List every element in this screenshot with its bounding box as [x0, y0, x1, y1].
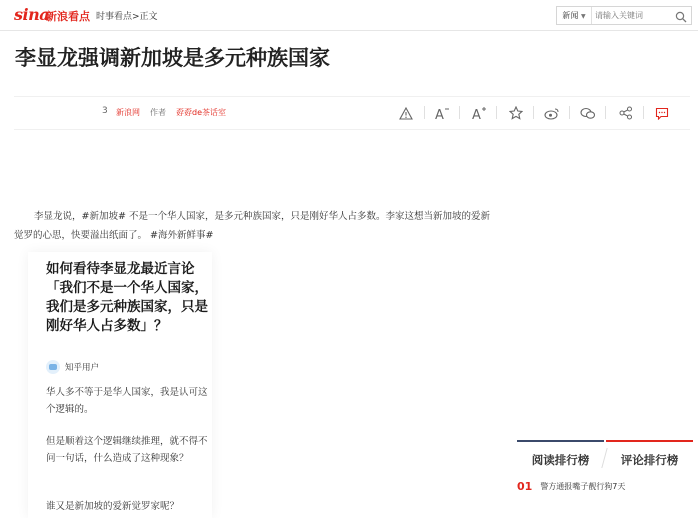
toolbar-divider	[533, 106, 534, 119]
zhihu-screenshot-image	[28, 252, 212, 518]
ranking-tabs	[517, 440, 693, 470]
article-title: 李显龙强调新加坡是多元种族国家	[15, 46, 330, 70]
toolbar-divider	[424, 106, 425, 119]
chevron-down-icon: ▼	[580, 13, 586, 20]
author-link[interactable]: 孬孬de茶话室	[176, 108, 226, 117]
weibo-icon[interactable]	[542, 103, 562, 123]
share-icon[interactable]	[616, 103, 636, 123]
author-label: 作者	[150, 108, 166, 117]
font-decrease-icon[interactable]	[432, 103, 452, 123]
toolbar-divider	[459, 106, 460, 119]
avatar	[46, 360, 60, 374]
favorite-icon[interactable]	[506, 103, 526, 123]
source-link[interactable]: 新浪网	[116, 108, 140, 117]
zhihu-question: 如何看待李显龙最近言论「我们不是一个华人国家，我们是多元种族国家，只是刚好华人占多数」？	[46, 261, 208, 334]
toolbar-divider	[605, 106, 606, 119]
ranking-title: 警方通报嘴子靓行狗7天	[540, 482, 626, 491]
zhihu-username: 知乎用户	[65, 363, 100, 373]
toolbar-divider	[643, 106, 644, 119]
article-paragraph: 李显龙说，#新加坡# 不是一个华人国家，是多元种族国家，只是刚好华人占多数。李家这想当新加坡的爱新觉罗的心思，快要溢出纸面了。 #海外新鲜事#	[14, 211, 490, 241]
search-category-label: 新闻	[562, 11, 579, 20]
breadcrumb[interactable]: 时事看点>正文	[96, 12, 158, 22]
tab-comment-ranking[interactable]: 评论排行榜	[606, 440, 693, 472]
search-input[interactable]	[595, 8, 673, 22]
sina-logo[interactable]: sina	[14, 5, 50, 24]
article-meta-bar	[14, 96, 690, 130]
sina-kandian-label[interactable]: 新浪看点	[46, 10, 90, 23]
toolbar-divider	[496, 106, 497, 119]
wechat-icon[interactable]	[578, 103, 598, 123]
toolbar-divider	[569, 106, 570, 119]
search-icon[interactable]	[675, 8, 689, 22]
publish-time: 3	[102, 106, 108, 116]
zhihu-answer-paragraph: 华人多不等于是华人国家，我是认可这个逻辑的。	[46, 387, 208, 415]
ranking-list-item[interactable]	[517, 480, 625, 493]
font-increase-icon[interactable]	[469, 103, 489, 123]
report-icon[interactable]	[396, 103, 416, 123]
comment-icon[interactable]	[652, 103, 672, 123]
top-bar	[0, 0, 698, 31]
svg-text:A: A	[472, 108, 481, 120]
tab-read-ranking[interactable]: 阅读排行榜	[517, 440, 604, 472]
zhihu-answer-paragraph: 谁又是新加坡的爱新觉罗家呢？	[46, 501, 180, 512]
zhihu-user	[46, 359, 99, 375]
ranking-number: 01	[517, 480, 533, 493]
search-box	[556, 6, 692, 25]
zhihu-answer-paragraph: 但是顺着这个逻辑继续推理，就不得不问一句话，什么造成了这种现象？	[46, 436, 208, 464]
svg-text:A: A	[435, 108, 444, 120]
search-category-select[interactable]	[557, 7, 592, 24]
